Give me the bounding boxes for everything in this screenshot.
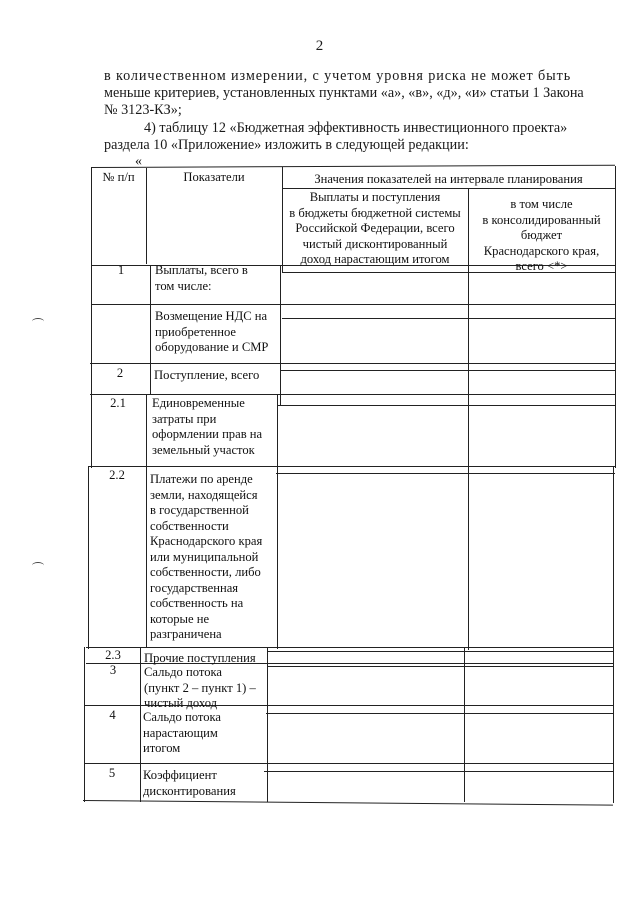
header-col-b-line: Краснодарского края,: [483, 243, 600, 258]
table-border: [90, 394, 615, 395]
row-label-line: приобретенное: [155, 324, 236, 339]
table-border: [276, 473, 615, 474]
row-label-line: итогом: [143, 741, 181, 755]
row-num: 2.2: [109, 468, 125, 482]
table-border: [282, 188, 615, 189]
row-label-line: том числе:: [155, 278, 212, 293]
intro-line: меньше критериев, установленных пунктами «а», «в», «д», «и» статьи 1 Закона: [104, 85, 584, 101]
row-label-line: которые не: [150, 611, 210, 626]
table-border: [468, 265, 469, 650]
row-label: [155, 309, 280, 356]
row-label-line: земли, находящейся: [150, 487, 258, 502]
row-label-line: Прочие поступления: [144, 651, 256, 665]
row-label-line: земельный участок: [152, 442, 255, 457]
header-num: № п/п: [102, 170, 135, 184]
table-border: [268, 666, 613, 667]
header-col-a-line: чистый дисконтированный: [302, 236, 448, 251]
row-label-line: собственности, либо: [150, 565, 261, 579]
row-label-line: оборудование и СМР: [155, 340, 269, 354]
row-label-line: дисконтирования: [143, 783, 236, 798]
table-border: [88, 466, 89, 649]
row-label-line: Поступление, всего: [154, 368, 260, 382]
table-border: [146, 394, 147, 648]
table-border: [280, 370, 615, 371]
row-label-line: Платежи по аренде: [150, 472, 253, 486]
table-border: [278, 405, 615, 406]
header-col-a: [282, 190, 468, 268]
row-label-line: Выплаты, всего в: [155, 263, 248, 277]
table-border: [150, 265, 151, 395]
table-border: [268, 651, 613, 652]
row-label: [144, 665, 267, 712]
row-label-line: Сальдо потока: [143, 710, 222, 724]
row-label-line: нарастающим: [143, 725, 218, 740]
row-label-line: Краснодарского края: [150, 534, 263, 548]
row-label-line: Сальдо потока: [144, 665, 223, 679]
open-quote: «: [135, 154, 142, 169]
table-border: [264, 771, 613, 772]
header-col-b-line: в том числе: [510, 197, 573, 211]
row-label-line: Единовременные: [152, 396, 245, 410]
row-label: [143, 768, 266, 799]
row-label: [155, 263, 280, 294]
header-col-a-line: в бюджеты бюджетной системы: [289, 205, 461, 220]
table-border: [86, 647, 613, 648]
row-label-line: (пункт 2 – пункт 1) –: [144, 680, 256, 695]
row-label-line: собственности: [150, 518, 229, 533]
header-values-group: Значения показателей на интервале планирования: [314, 172, 583, 186]
table-border: [90, 363, 615, 364]
page-number: 2: [315, 38, 324, 54]
row-num: 1: [117, 263, 125, 277]
row-label-line: разграничена: [150, 627, 222, 641]
table-border: [615, 166, 616, 468]
row-label: [150, 472, 277, 643]
item4-line: раздела 10 «Приложение» изложить в следующей редакции:: [104, 137, 469, 153]
row-num: 2.1: [110, 396, 126, 410]
table-border: [277, 394, 278, 649]
table-border: [91, 165, 615, 168]
header-col-b: [468, 197, 615, 275]
table-border: [282, 318, 615, 319]
row-label-line: Возмещение НДС на: [155, 309, 268, 323]
row-label-line: Коэффициент: [143, 768, 217, 782]
header-col-a-line: Выплаты и поступления: [309, 190, 441, 204]
table-border: [84, 763, 613, 764]
table-border: [267, 647, 268, 802]
header-col-a-line: Российской Федерации, всего: [295, 221, 455, 235]
header-col-b-line: всего <*>: [515, 259, 568, 273]
row-num: 5: [108, 766, 116, 780]
row-label: [152, 396, 277, 458]
table-border: [88, 466, 615, 467]
table-border: [140, 647, 141, 802]
row-label-line: оформлении прав на: [152, 427, 263, 441]
table-border: [266, 713, 613, 714]
table-border: [83, 800, 613, 806]
row-num: 3: [109, 663, 117, 677]
header-indicators: Показатели: [183, 170, 245, 184]
row-label-line: собственность на: [150, 596, 244, 610]
row-label-line: чистый доход: [144, 696, 218, 710]
header-col-b-line: бюджет: [520, 228, 563, 242]
intro-line: № 3123-КЗ»;: [104, 102, 182, 118]
header-col-b-line: в консолидированный: [482, 212, 601, 227]
row-num: 4: [109, 708, 116, 722]
row-label: [143, 710, 266, 757]
row-label: [154, 368, 279, 384]
table-border: [91, 304, 615, 305]
table-border: [91, 167, 92, 468]
intro-line: в количественном измерении, с учетом уровня риска не может быть: [104, 68, 572, 84]
row-num: 2: [116, 366, 124, 380]
table-border: [613, 466, 614, 803]
row-num: 2.3: [105, 648, 121, 662]
row-label-line: или муниципальной: [150, 549, 259, 564]
row-label-line: государственная: [150, 580, 239, 595]
item4-line: 4) таблицу 12 «Бюджетная эффективность инвестиционного проекта»: [144, 120, 568, 136]
table-border: [464, 647, 465, 802]
header-col-a-line: доход нарастающим итогом: [300, 252, 450, 266]
row-label-line: затраты при: [152, 411, 217, 426]
table-border: [280, 265, 281, 405]
row-label-line: в государственной: [150, 503, 249, 517]
